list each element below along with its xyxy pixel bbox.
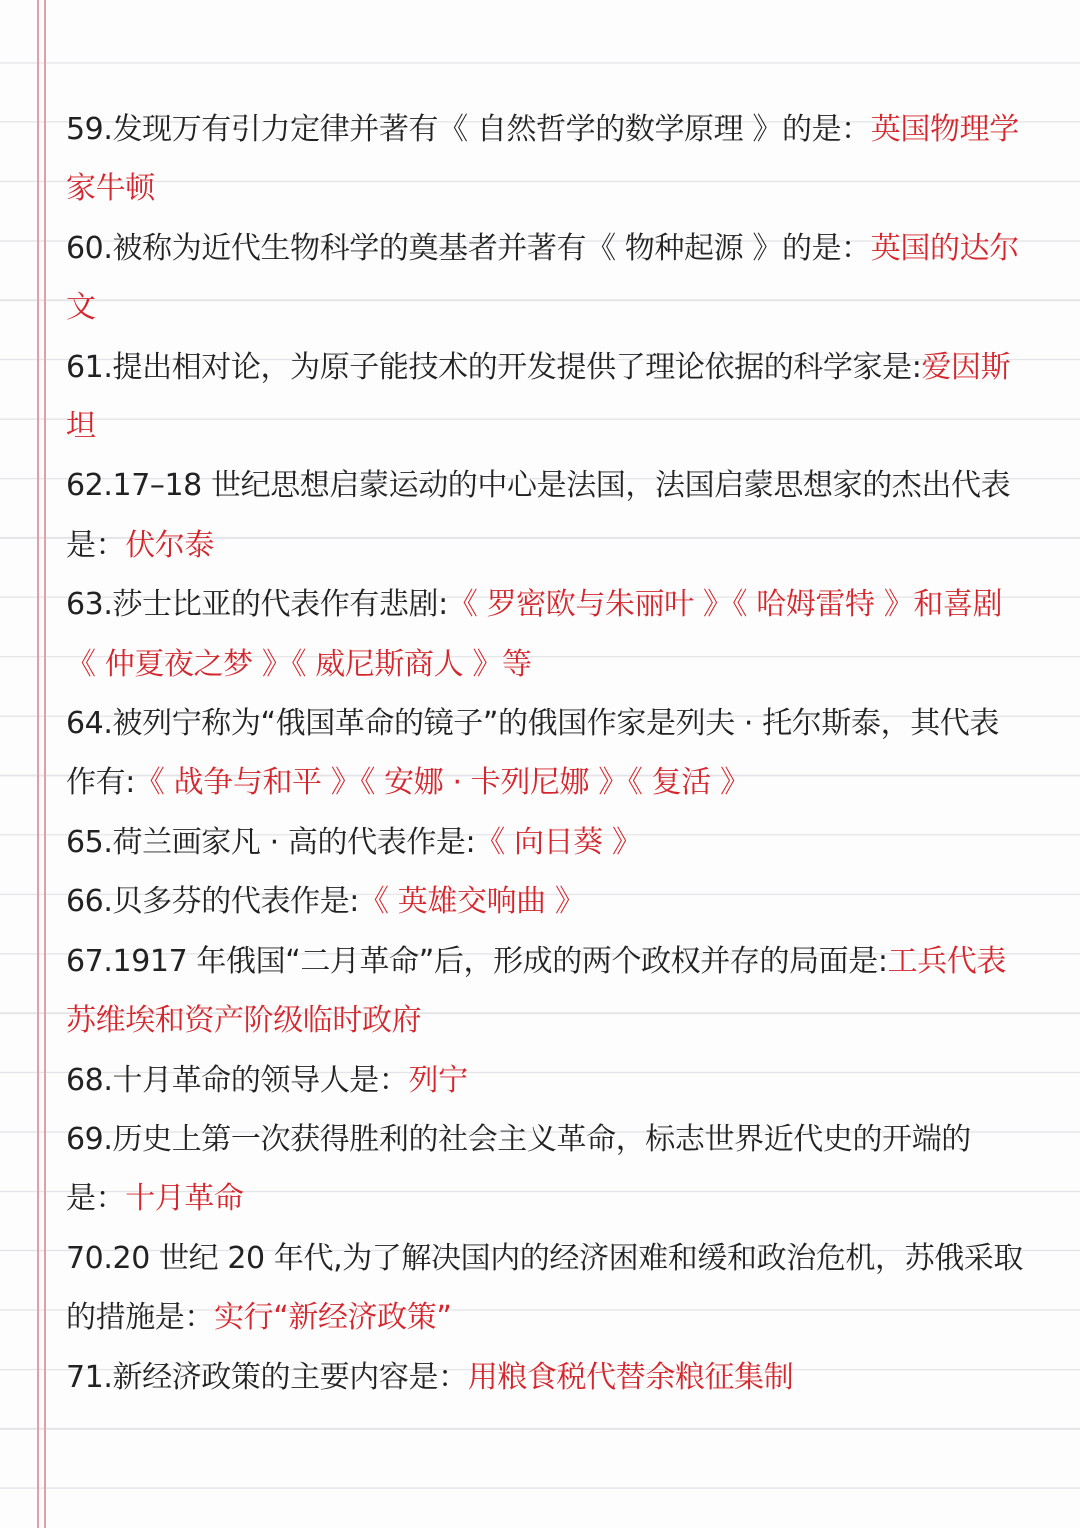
- note-item-66: [66, 872, 1026, 931]
- note-item-68: [66, 1051, 1026, 1110]
- answer-text: 伏尔泰: [125, 527, 215, 563]
- question-text: 69.历史上第一次获得胜利的社会主义革命，标志世界近代史的开端的是：: [66, 1121, 971, 1217]
- question-text: 67.1917 年俄国“二月革命”后，形成的两个政权并存的局面是:: [66, 943, 888, 979]
- answer-text: 实行“新经济政策”: [214, 1300, 452, 1336]
- note-item-60: [66, 219, 1026, 338]
- note-item-69: [66, 1110, 1026, 1229]
- question-text: 63.莎士比亚的代表作有悲剧:: [66, 587, 448, 623]
- question-text: 59.发现万有引力定律并著有《 自然哲学的数学原理 》的是：: [66, 112, 871, 147]
- note-item-59: [66, 100, 1026, 219]
- answer-text: 《 罗密欧与朱丽叶 》《 哈姆雷特 》和喜剧《 仲夏夜之梦 》《 威尼斯商人 》等: [66, 587, 1003, 682]
- answer-text: 《 战争与和平 》《 安娜 · 卡列尼娜 》《 复活 》: [134, 765, 750, 801]
- margin-line-right: [44, 0, 46, 1528]
- answer-text: 爱因斯坦: [66, 349, 1011, 445]
- question-text: 62.17–18 世纪思想启蒙运动的中心是法国，法国启蒙思想家的杰出代表是：: [66, 468, 1011, 563]
- question-text: 61.提出相对论，为原子能技术的开发提供了理论依据的科学家是:: [66, 349, 922, 385]
- note-item-64: [66, 694, 1026, 813]
- question-text: 60.被称为近代生物科学的奠基者并著有《 物种起源 》的是：: [66, 230, 871, 266]
- answer-text: 十月革命: [125, 1181, 244, 1217]
- note-item-62: [66, 456, 1026, 575]
- question-text: 65.荷兰画家凡 · 高的代表作是:: [66, 824, 476, 860]
- answer-text: 列宁: [408, 1062, 468, 1098]
- question-text: 71.新经济政策的主要内容是：: [66, 1359, 468, 1395]
- question-text: 68.十月革命的领导人是：: [66, 1062, 409, 1098]
- notes-content: [66, 100, 1026, 1407]
- answer-text: 英国物理学家牛顿: [66, 112, 1019, 207]
- answer-text: 英国的达尔文: [66, 230, 1019, 326]
- margin-line-left: [37, 0, 39, 1528]
- note-item-65: [66, 813, 1026, 872]
- question-text: 70.20 世纪 20 年代,为了解决国内的经济困难和缓和政治危机，苏俄采取的措施是：: [66, 1240, 1024, 1336]
- answer-text: 《 英雄交响曲 》: [359, 884, 585, 920]
- question-text: 66.贝多芬的代表作是:: [66, 884, 360, 920]
- answer-text: 工兵代表苏维埃和资产阶级临时政府: [66, 943, 1006, 1039]
- answer-text: 《 向日葵 》: [475, 824, 642, 860]
- note-item-61: [66, 338, 1026, 457]
- note-item-71: [66, 1348, 1026, 1407]
- note-item-70: [66, 1229, 1026, 1348]
- answer-text: 用粮食税代替余粮征集制: [467, 1359, 794, 1395]
- note-item-67: [66, 932, 1026, 1051]
- question-text: 64.被列宁称为“俄国革命的镜子”的俄国作家是列夫 · 托尔斯泰，其代表作有:: [66, 706, 1000, 801]
- note-item-63: [66, 575, 1026, 694]
